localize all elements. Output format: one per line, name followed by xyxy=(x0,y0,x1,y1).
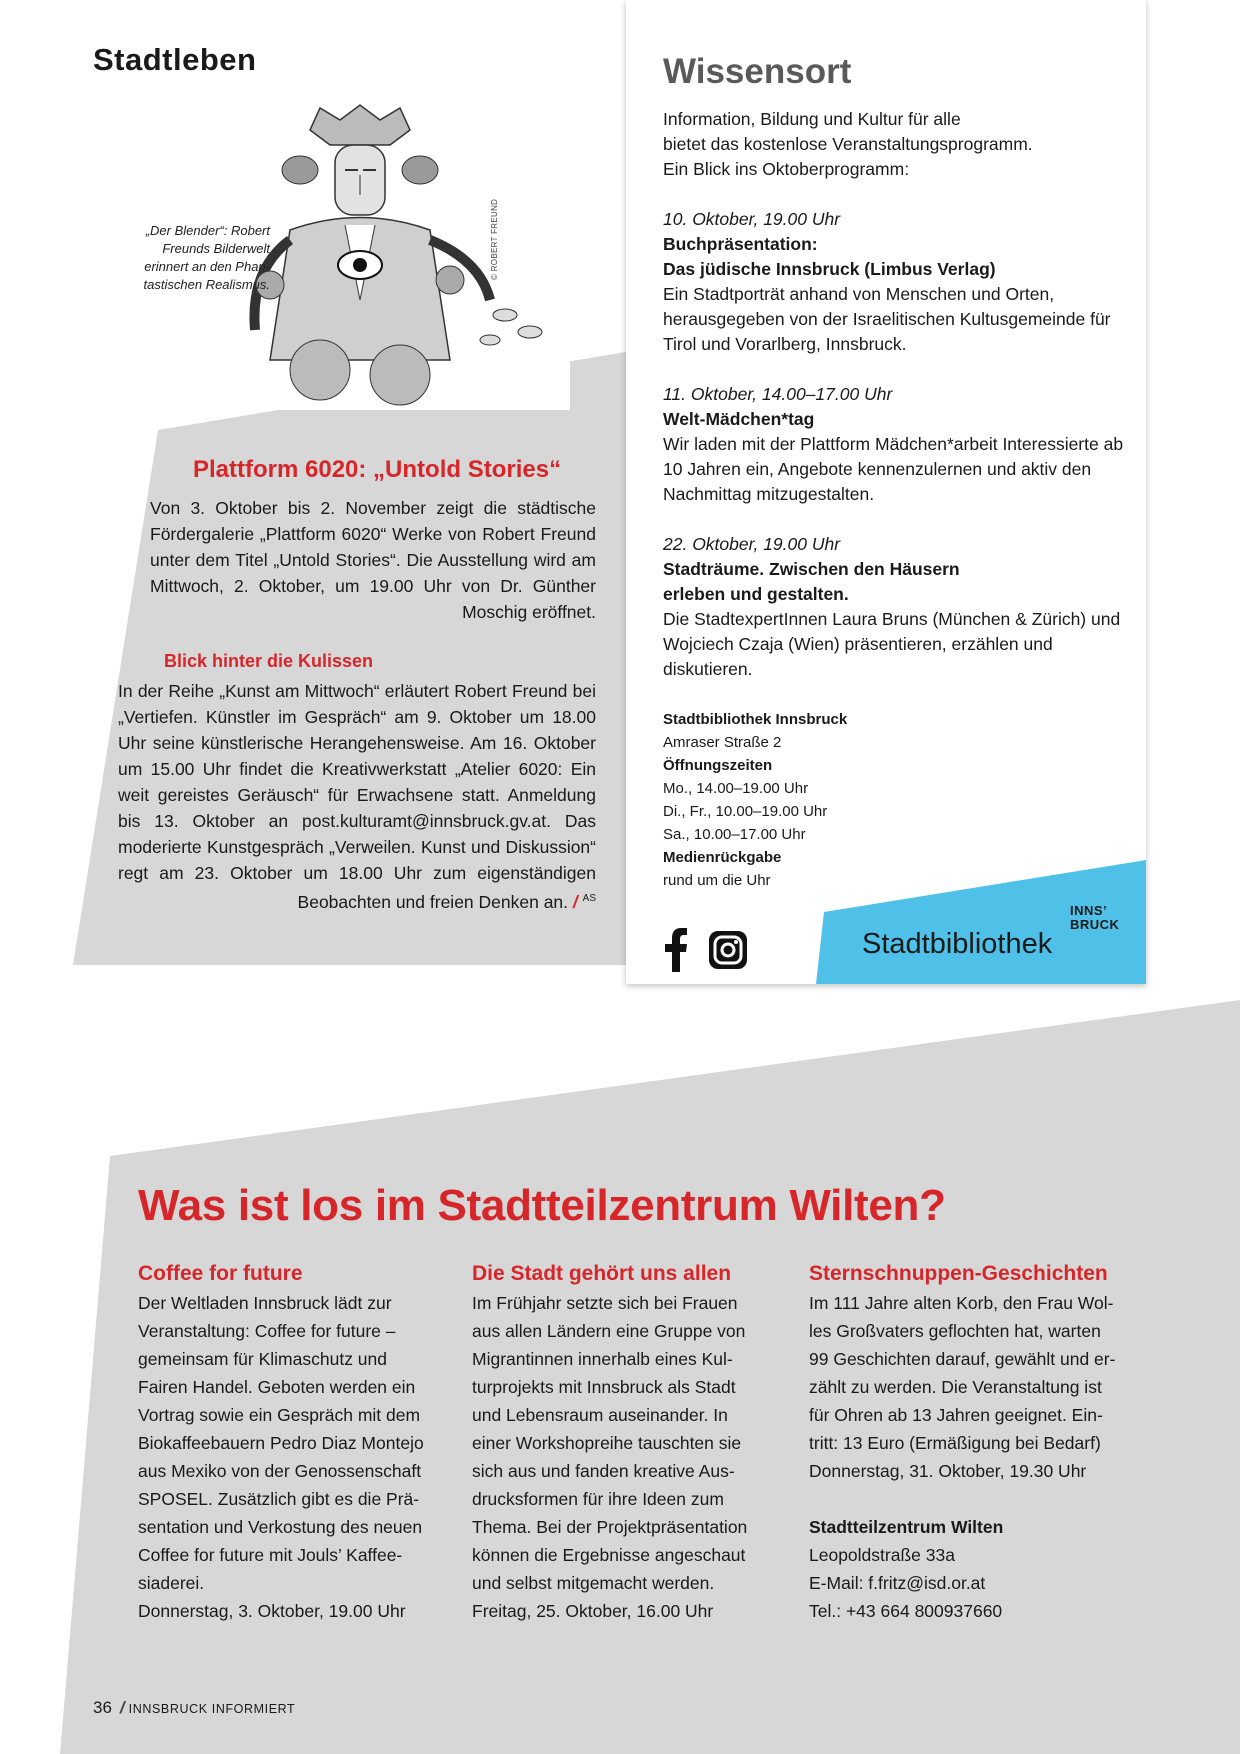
text-line: Migrantinnen innerhalb eines Kul- xyxy=(472,1349,733,1369)
event-title: erleben und gestalten. xyxy=(663,584,849,604)
column-sternschnuppen xyxy=(809,1262,1119,1625)
wissensort-title: Wissensort xyxy=(663,52,852,91)
contact-name: Stadtteilzentrum Wilten xyxy=(809,1517,1004,1537)
event-title: Buchpräsentation: xyxy=(663,234,818,254)
blick-text-body: In der Reihe „Kunst am Mittwoch“ erläutert Robert Freund bei „Vertiefen. Künstler im Gespräch“ am 9. Oktober um 18.00 Uhr seine künstlerische Herangehensweise. Am 16. Oktober um 15.00 Uhr findet die Kreativwerkstatt „Atelier 6020: Ein weit gereistes Geräusch“ für Erwachsene statt. Anmeldung bis 13. Oktober an post.kulturamt@innsbruck.gv.at. Das moderierte Kunstgespräch „Verweilen. Kunst und Diskussion“ regt am 23. Oktober um 18.00 Uhr zum eigenständigen Beobachten und freien Denken an. xyxy=(118,681,596,912)
hours-line: Di., Fr., 10.00–19.00 Uhr xyxy=(663,803,828,820)
return-text: rund um die Uhr xyxy=(663,872,771,889)
spacer xyxy=(809,1485,1119,1513)
event-date: 22. Oktober, 19.00 Uhr xyxy=(663,534,841,554)
text-line: zählt zu werden. Die Veranstaltung ist xyxy=(809,1377,1102,1397)
text-line: Im Frühjahr setzte sich bei Frauen xyxy=(472,1293,738,1313)
wilten-title: Was ist los im Stadtteilzentrum Wilten? xyxy=(138,1181,946,1230)
text-line: siaderei. xyxy=(138,1573,205,1593)
facebook-icon[interactable] xyxy=(664,928,688,972)
library-address: Amraser Straße 2 xyxy=(663,734,782,751)
contact-email: E-Mail: f.fritz@isd.or.at xyxy=(809,1573,986,1593)
logo-line: INNS’ xyxy=(1070,903,1108,918)
event-title: Das jüdische Innsbruck (Limbus Verlag) xyxy=(663,259,996,279)
text-line: Coffee for future mit Jouls’ Kaffee- xyxy=(138,1545,403,1565)
text-line: gemeinsam für Klimaschutz und xyxy=(138,1349,387,1369)
hours-label: Öffnungszeiten xyxy=(663,757,773,774)
end-mark: / xyxy=(572,891,578,912)
instagram-icon[interactable] xyxy=(708,930,748,970)
library-banner xyxy=(626,860,1146,984)
section-title: Stadtleben xyxy=(93,42,257,77)
column-heading: Die Stadt gehört uns allen xyxy=(472,1262,732,1285)
text-line: und selbst mitgemacht werden. xyxy=(472,1573,715,1593)
text-line: 99 Geschichten darauf, gewählt und er- xyxy=(809,1349,1116,1369)
text-line: tritt: 13 Euro (Ermäßigung bei Bedarf) xyxy=(809,1433,1101,1453)
text-line: und Lebensraum auseinander. In xyxy=(472,1405,728,1425)
text-line: SPOSEL. Zusätzlich gibt es die Prä- xyxy=(138,1489,420,1509)
text-line: turprojekts mit Innsbruck als Stadt xyxy=(472,1377,736,1397)
blick-text xyxy=(118,678,596,915)
column-heading: Coffee for future xyxy=(138,1262,303,1285)
event-date: 11. Oktober, 14.00–17.00 Uhr xyxy=(663,384,893,404)
text-line: Vortrag sowie ein Gespräch mit dem xyxy=(138,1405,421,1425)
footer-slash: / xyxy=(119,1698,125,1717)
plattform-text: Von 3. Oktober bis 2. November zeigt die städtische Fördergalerie „Plattform 6020“ Werke von Robert Freund unter dem Titel „Untold Stories“. Die Ausstellung wird am Mittwoch, 2. Oktober, um 19.00 Uhr von Dr. Günther Moschig eröffnet. xyxy=(150,498,596,622)
text-line: Der Weltladen Innsbruck lädt zur xyxy=(138,1293,392,1313)
text-line: für Ohren ab 13 Jahren geeignet. Ein- xyxy=(809,1405,1103,1425)
text-line: drucksformen für ihre Ideen zum xyxy=(472,1489,724,1509)
event-title: Welt-Mädchen*tag xyxy=(663,409,815,429)
text-line: Thema. Bei der Projektpräsentation xyxy=(472,1517,748,1537)
text-line: aus allen Ländern eine Gruppe von xyxy=(472,1321,746,1341)
event-date: Freitag, 25. Oktober, 16.00 Uhr xyxy=(472,1601,714,1621)
intro-line: Ein Blick ins Oktoberprogramm: xyxy=(663,159,910,179)
wissensort-card xyxy=(626,0,1146,984)
library-name: Stadtbibliothek Innsbruck xyxy=(663,711,848,728)
wissensort-intro xyxy=(663,107,1128,182)
event-date: Donnerstag, 3. Oktober, 19.00 Uhr xyxy=(138,1601,406,1621)
text-line: les Großvaters geflochten hat, warten xyxy=(809,1321,1101,1341)
innsbruck-logo xyxy=(1070,904,1119,932)
event-2 xyxy=(663,382,1128,507)
event-title: Stadträume. Zwischen den Häusern xyxy=(663,559,960,579)
publication-name: INNSBRUCK INFORMIERT xyxy=(128,1702,296,1716)
text-line: einer Workshopreihe tauschten sie xyxy=(472,1433,742,1453)
return-label: Medienrückgabe xyxy=(663,849,782,866)
page-number: 36 xyxy=(93,1698,112,1717)
contact-phone: Tel.: +43 664 800937660 xyxy=(809,1601,1003,1621)
column-stadt-gehoert-uns-allen xyxy=(472,1262,782,1625)
intro-line: bietet das kostenlose Veranstaltungsprogramm. xyxy=(663,134,1033,154)
contact-address: Leopoldstraße 33a xyxy=(809,1545,955,1565)
text-line: sich aus und fanden kreative Aus- xyxy=(472,1461,735,1481)
image-caption: „Der Blender“: Robert Freunds Bilderwelt erinnert an den Phan-tastischen Realismus. xyxy=(143,223,270,292)
text-line: Fairen Handel. Geboten werden ein xyxy=(138,1377,416,1397)
text-line: Veranstaltung: Coffee for future – xyxy=(138,1321,396,1341)
event-description: Wir laden mit der Plattform Mädchen*arbeit Interessierte ab 10 Jahren ein, Angebote kennenzulernen und aktiv den Nachmittag mitzugestalten. xyxy=(663,434,1124,504)
image-credit: © ROBERT FREUND xyxy=(490,198,499,280)
logo-line: BRUCK xyxy=(1070,917,1120,932)
text-line: Biokaffeebauern Pedro Diaz Montejo xyxy=(138,1433,424,1453)
library-banner-label: Stadtbibliothek xyxy=(862,928,1053,960)
page-footer xyxy=(93,1698,295,1718)
event-description: Ein Stadtporträt anhand von Menschen und Orten, herausgegeben von der Israelitischen Kultusgemeinde für Tirol und Vorarlberg, Innsbruck. xyxy=(663,284,1111,354)
text-line: können die Ergebnisse angeschaut xyxy=(472,1545,746,1565)
column-heading: Sternschnuppen-Geschichten xyxy=(809,1262,1108,1285)
plattform-title: Plattform 6020: „Untold Stories“ xyxy=(193,456,562,483)
author-initials: AS xyxy=(582,893,596,904)
hours-line: Sa., 10.00–17.00 Uhr xyxy=(663,826,806,843)
event-date: 10. Oktober, 19.00 Uhr xyxy=(663,209,841,229)
hours-line: Mo., 14.00–19.00 Uhr xyxy=(663,780,809,797)
intro-line: Information, Bildung und Kultur für alle xyxy=(663,109,961,129)
event-3 xyxy=(663,532,1128,682)
column-coffee-for-future xyxy=(138,1262,448,1625)
text-line: sentation und Verkostung des neuen xyxy=(138,1517,423,1537)
text-line: Im 111 Jahre alten Korb, den Frau Wol- xyxy=(809,1293,1114,1313)
event-1 xyxy=(663,207,1128,357)
event-date: Donnerstag, 31. Oktober, 19.30 Uhr xyxy=(809,1461,1087,1481)
text-line: aus Mexiko von der Genossenschaft xyxy=(138,1461,422,1481)
event-description: Die StadtexpertInnen Laura Bruns (München & Zürich) und Wojciech Czaja (Wien) präsentieren, erzählen und diskutieren. xyxy=(663,609,1121,679)
blick-subheading: Blick hinter die Kulissen xyxy=(164,651,374,671)
